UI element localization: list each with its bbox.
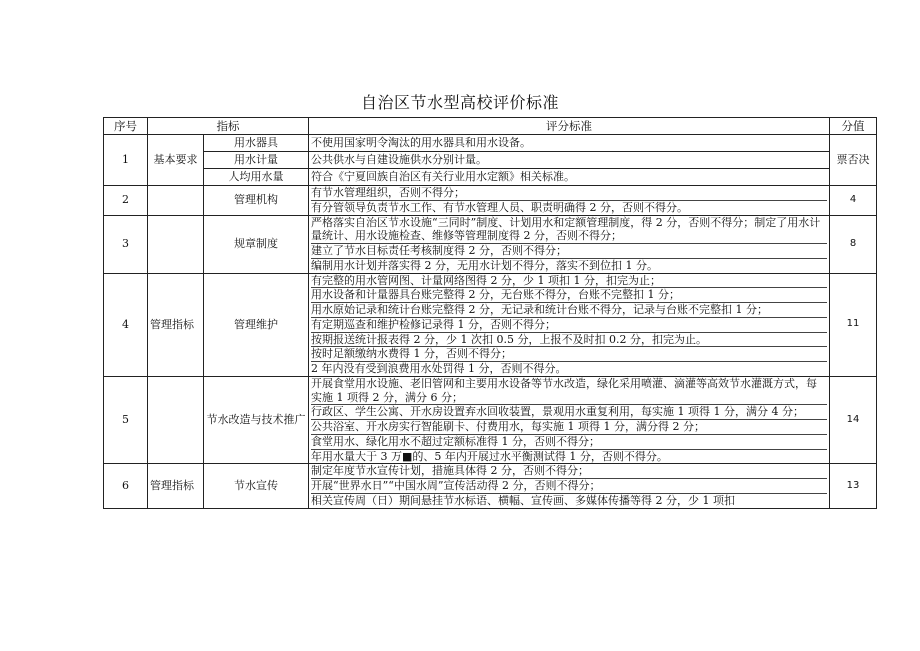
indicator-name: 管理机构	[204, 186, 309, 216]
criteria-cell	[309, 169, 830, 186]
table-row	[104, 376, 877, 464]
table-row	[104, 135, 877, 152]
table-row	[104, 169, 877, 186]
criteria-line: 相关宣传周（日）期间悬挂节水标语、横幅、宣传画、多媒体传播等得 2 分，少 1 项扣	[311, 493, 735, 507]
criteria-line: 用水原始记录和统计台账完整得 2 分，无记录和统计台账不得分，记录与台账不完整扣 1 分；	[311, 303, 827, 318]
indicator-name: 管理维护	[204, 273, 309, 376]
criteria-line: 建立了节水目标责任考核制度得 2 分，否则不得分；	[311, 244, 827, 259]
criteria-line: 编制用水计划并落实得 2 分，无用水计划不得分，落实不到位扣 1 分。	[311, 258, 658, 272]
criteria-line: 公共供水与自建设施供水分别计量。	[311, 153, 487, 167]
indicator-group-empty	[148, 215, 204, 273]
table-row	[104, 186, 877, 216]
header-indicator: 指标	[148, 118, 309, 135]
criteria-cell	[309, 464, 830, 508]
criteria-line: 2 年内没有受到浪费用水处罚得 1 分，否则不得分。	[311, 362, 567, 375]
criteria-line: 不使用国家明令淘汰的用水器具和用水设备。	[311, 136, 531, 150]
criteria-line: 公共浴室、开水房实行智能刷卡、付费用水，每实施 1 项得 1 分，满分得 2 分；	[311, 420, 827, 435]
indicator-name: 节水改造与技术推广	[204, 376, 309, 464]
criteria-line: 制定年度节水宣传计划，措施具体得 2 分，否则不得分；	[311, 464, 827, 479]
score-cell: 8	[830, 215, 877, 273]
criteria-line: 符合《宁夏回族自治区有关行业用水定额》相关标准。	[311, 170, 575, 184]
row-no: 6	[104, 464, 148, 508]
table-row	[104, 215, 877, 273]
table-header-row	[104, 118, 877, 135]
indicator-group: 管理指标	[148, 273, 204, 376]
criteria-line: 有分管领导负责节水工作、有节水管理人员、职责明确得 2 分，否则不得分。	[311, 200, 688, 214]
criteria-line: 有节水管理组织，否则不得分；	[311, 186, 827, 201]
score-cell: 票否决	[830, 135, 877, 186]
criteria-line: 年用水量大于 3 万■的、5 年内开展过水平衡测试得 1 分，否则不得分。	[311, 449, 668, 463]
indicator-group-empty	[148, 186, 204, 216]
indicator-group: 管理指标	[148, 464, 204, 508]
criteria-cell	[309, 152, 830, 169]
criteria-line: 行政区、学生公寓、开水房设置弃水回收装置，景观用水重复利用，每实施 1 项得 1 分，满分 4 分；	[311, 405, 827, 420]
header-score: 分值	[830, 118, 877, 135]
score-cell: 4	[830, 186, 877, 216]
table-row	[104, 152, 877, 169]
header-criteria: 评分标准	[309, 118, 830, 135]
indicator-group: 基本要求	[148, 135, 204, 186]
score-cell: 13	[830, 464, 877, 508]
criteria-cell	[309, 273, 830, 376]
criteria-line: 严格落实自治区节水设施“三同时”制度、计划用水和定额管理制度，得 2 分，否则不得分；制定了用水计量统计、用水设施检查、维修等管理制度得 2 分，否则不得分；	[311, 216, 827, 245]
criteria-line: 按时足额缴纳水费得 1 分，否则不得分；	[311, 347, 827, 362]
score-cell: 14	[830, 376, 877, 464]
criteria-line: 开展食堂用水设施、老旧管网和主要用水设备等节水改造，绿化采用喷灌、滴灌等高效节水灌溉方式，每实施 1 项得 2 分，满分 6 分；	[311, 377, 827, 406]
criteria-cell	[309, 135, 830, 152]
indicator-name: 人均用水量	[204, 169, 309, 186]
table-row	[104, 273, 877, 376]
header-no: 序号	[104, 118, 148, 135]
row-no: 5	[104, 376, 148, 464]
row-no: 2	[104, 186, 148, 216]
evaluation-table	[103, 117, 877, 509]
criteria-line: 按期报送统计报表得 2 分，少 1 次扣 0.5 分，上报不及时扣 0.2 分，扣完为止。	[311, 333, 827, 348]
score-cell: 11	[830, 273, 877, 376]
criteria-cell	[309, 215, 830, 273]
criteria-cell	[309, 376, 830, 464]
row-no: 4	[104, 273, 148, 376]
row-no: 3	[104, 215, 148, 273]
criteria-line: 开展“世界水日”“中国水周”宣传活动得 2 分，否则不得分；	[311, 479, 827, 494]
page-title: 自治区节水型高校评价标准	[360, 93, 559, 112]
indicator-name: 用水器具	[204, 135, 309, 152]
indicator-name: 节水宣传	[204, 464, 309, 508]
indicator-group-empty	[148, 376, 204, 464]
criteria-line: 有完整的用水管网图、计量网络图得 2 分，少 1 项扣 1 分，扣完为止；	[311, 274, 827, 289]
criteria-cell	[309, 186, 830, 216]
criteria-line: 食堂用水、绿化用水不超过定额标准得 1 分，否则不得分；	[311, 435, 827, 450]
indicator-name: 用水计量	[204, 152, 309, 169]
row-no: 1	[104, 135, 148, 186]
criteria-line: 用水设备和计量器具台账完整得 2 分，无台账不得分，台账不完整扣 1 分；	[311, 288, 827, 303]
criteria-line: 有定期巡查和维护检修记录得 1 分，否则不得分；	[311, 318, 827, 333]
indicator-name: 规章制度	[204, 215, 309, 273]
table-row	[104, 464, 877, 508]
